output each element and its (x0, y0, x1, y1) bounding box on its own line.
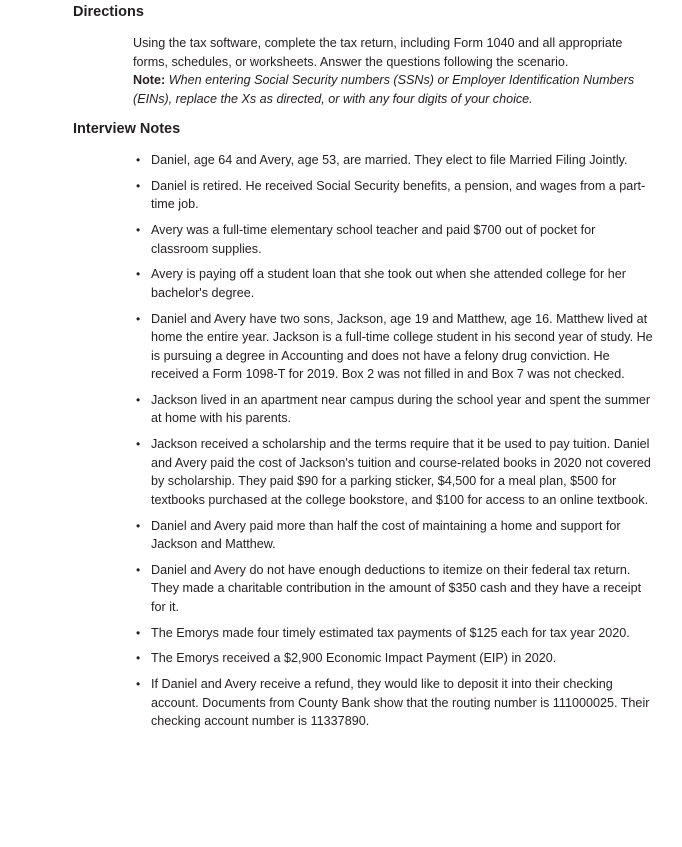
directions-paragraph: Using the tax software, complete the tax return, including Form 1040 and all appropriate forms, schedules, or worksheets. Answer the questions following the scenario. (133, 36, 623, 69)
bullet-icon: • (136, 651, 141, 666)
note-text: Daniel and Avery have two sons, Jackson, age 19 and Matthew, age 16. Matthew lived at home the entire year. Jackson is a full-time college student in his second year of study. He is pursuing a degree in Accounting and does not have a felony drug conviction. He received a Form 1098-T for 2019. Box 2 was not filled in and Box 7 was not checked. (151, 311, 653, 382)
note-text: The Emorys received a $2,900 Economic Impact Payment (EIP) in 2020. (151, 651, 557, 666)
interview-notes-heading: Interview Notes (73, 121, 181, 137)
bullet-icon: • (136, 437, 141, 452)
list-item (136, 310, 656, 384)
list-item (136, 649, 656, 668)
bullet-icon: • (136, 518, 141, 533)
directions-note (133, 71, 653, 108)
note-text: When entering Social Security numbers (SSNs) or Employer Identification Numbers (EINs), replace the Xs as directed, or with any four digits of your choice. (133, 73, 635, 106)
list-item (136, 624, 656, 643)
list-item (136, 561, 656, 617)
note-text: The Emorys made four timely estimated tax payments of $125 each for tax year 2020. (151, 625, 630, 640)
note-text: Daniel and Avery paid more than half the cost of maintaining a home and support for Jackson and Matthew. (151, 518, 621, 552)
bullet-icon: • (136, 223, 141, 238)
bullet-icon: • (136, 392, 141, 407)
note-text: If Daniel and Avery receive a refund, they would like to deposit it into their checking account. Documents from County Bank show that the routing number is 111000025. Their checking account number is 11337890. (151, 677, 650, 729)
note-text: Jackson received a scholarship and the terms require that it be used to pay tuition. Daniel and Avery paid the cost of Jackson's tuition and course-related books in 2020 not covered by scholarship. They paid $90 for a parking sticker, $4,500 for a meal plan, $500 for textbooks purchased at the college bookstore, and $100 for access to an online textbook. (151, 437, 651, 507)
bullet-icon: • (136, 625, 141, 640)
list-item (136, 517, 656, 554)
bullet-icon: • (136, 153, 141, 167)
note-text: Daniel and Avery do not have enough deductions to itemize on their federal tax return. They made a charitable contribution in the amount of $350 cash and they have a receipt for it. (151, 562, 642, 614)
note-text: Avery was a full-time elementary school teacher and paid $700 out of pocket for classroom supplies. (151, 223, 596, 256)
bullet-icon: • (136, 267, 141, 282)
list-item (136, 435, 656, 509)
list-item (136, 391, 656, 428)
bullet-icon: • (136, 311, 141, 326)
note-text: Avery is paying off a student loan that she took out when she attended college for her bachelor's degree. (151, 267, 626, 300)
bullet-icon: • (136, 178, 141, 193)
directions-body (133, 34, 653, 108)
note-text: Daniel is retired. He received Social Security benefits, a pension, and wages from a part-time job. (151, 178, 646, 212)
note-text: Jackson lived in an apartment near campus during the school year and spent the summer at home with his parents. (151, 392, 651, 426)
list-item (136, 221, 656, 258)
list-item (136, 177, 656, 214)
interview-notes-list (136, 151, 656, 738)
list-item (136, 265, 656, 302)
directions-heading: Directions (73, 4, 144, 20)
list-item (136, 151, 656, 170)
bullet-icon: • (136, 562, 141, 577)
list-item (136, 675, 656, 731)
note-text: Daniel, age 64 and Avery, age 53, are married. They elect to file Married Filing Jointly. (151, 153, 628, 167)
bullet-icon: • (136, 677, 141, 692)
note-label: Note: (133, 73, 166, 87)
